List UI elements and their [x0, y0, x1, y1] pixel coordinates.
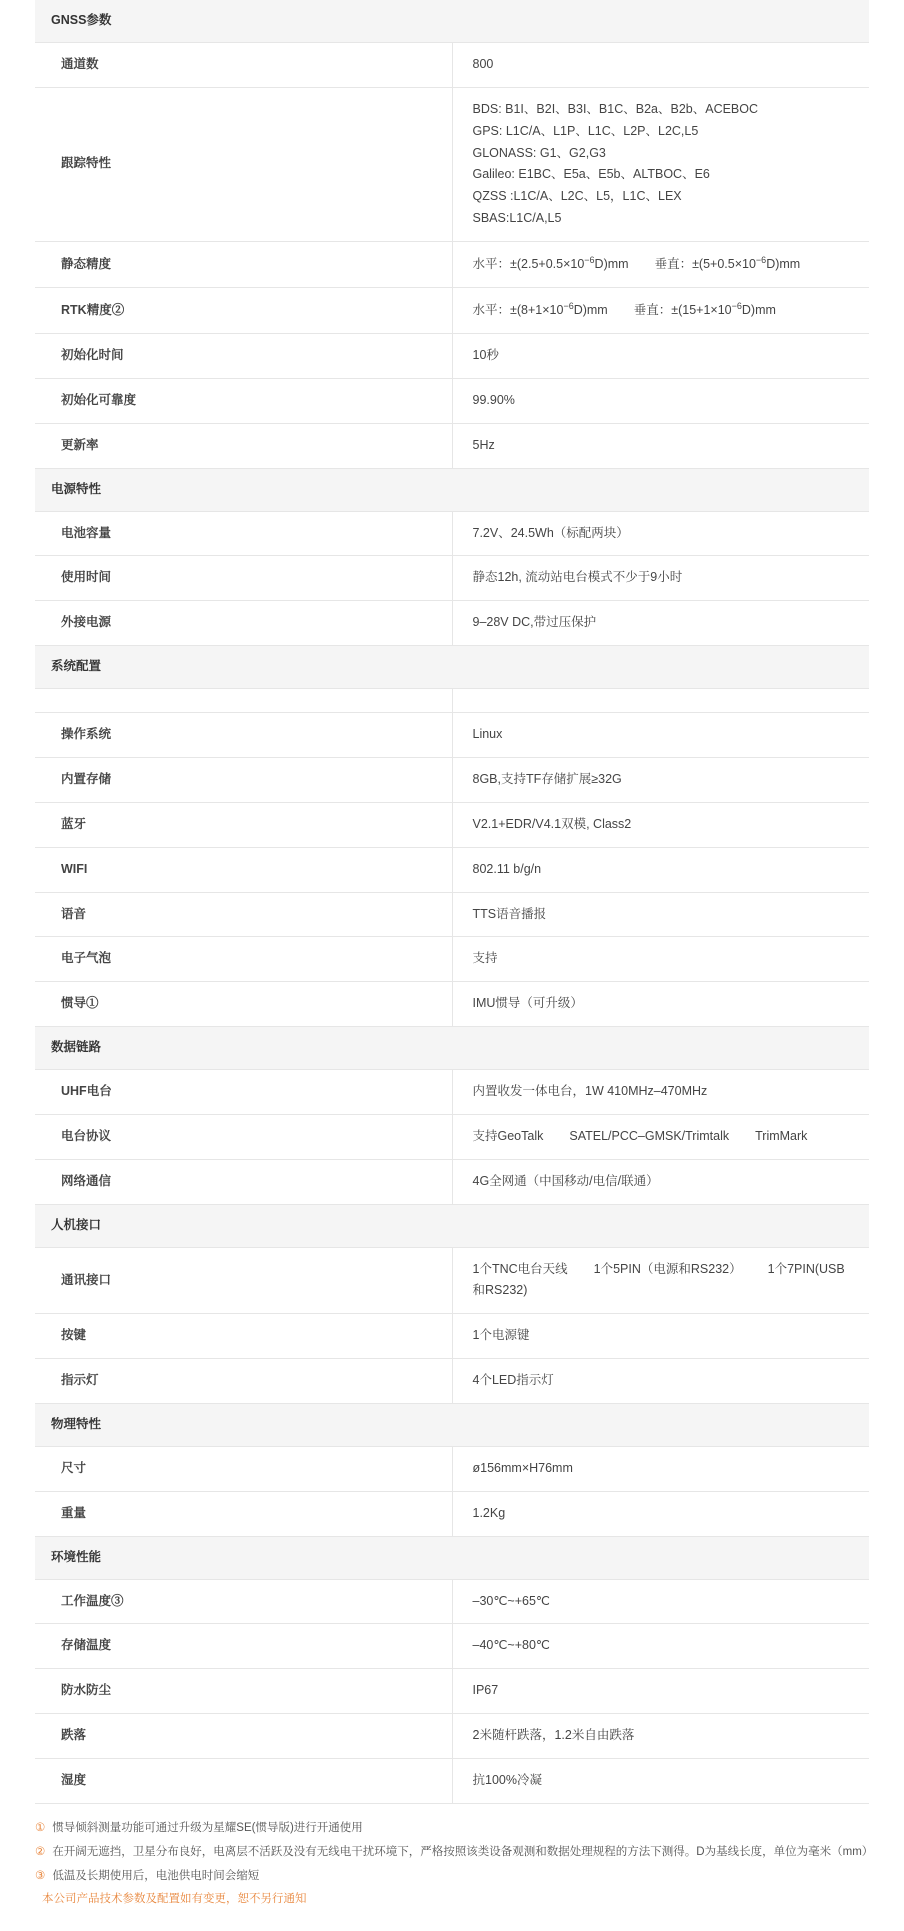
table-row	[35, 847, 869, 892]
table-row	[35, 713, 869, 758]
section-header: 人机接口	[35, 1204, 869, 1247]
spec-value	[452, 1579, 869, 1624]
table-row	[35, 802, 869, 847]
spec-value-line: ø156mm×H76mm	[472, 1460, 573, 1475]
spec-label: 蓝牙	[35, 802, 452, 847]
table-row	[35, 1114, 869, 1159]
footnote	[35, 1818, 869, 1840]
spec-label: 惯导①	[35, 982, 452, 1027]
spec-label: WIFI	[35, 847, 452, 892]
spec-value-line: 802.11 b/g/n	[472, 861, 542, 876]
spec-value-line: Linux	[472, 727, 503, 742]
footnote	[35, 1866, 869, 1888]
table-row	[35, 378, 869, 423]
footnote	[35, 1889, 869, 1911]
table-row	[35, 423, 869, 468]
table-row	[35, 87, 869, 241]
spec-value	[452, 1070, 869, 1115]
spec-value	[452, 1624, 869, 1669]
spec-label: 通讯接口	[35, 1247, 452, 1314]
spec-value-line: 1.2Kg	[472, 1505, 506, 1520]
spec-value-line: 10秒	[472, 348, 499, 363]
spec-value	[452, 1714, 869, 1759]
spec-label: 跟踪特性	[35, 87, 452, 241]
spec-label: 语音	[35, 892, 452, 937]
spec-label: UHF电台	[35, 1070, 452, 1115]
spec-value	[452, 847, 869, 892]
spec-value-line: TTS语音播报	[472, 906, 547, 921]
spec-label: 静态精度	[35, 242, 452, 288]
spec-value-line: –40℃~+80℃	[472, 1638, 550, 1653]
spec-value-line: BDS: B1I、B2I、B3I、B1C、B2a、B2b、ACEBOC	[472, 101, 759, 116]
specification-table	[35, 0, 869, 1804]
table-row	[35, 1669, 869, 1714]
spec-value-line: 5Hz	[472, 437, 495, 452]
spec-value-line: 800	[472, 56, 494, 71]
spec-value-line: 99.90%	[472, 392, 515, 407]
spec-label: 初始化可靠度	[35, 378, 452, 423]
spec-value-line: 4个LED指示灯	[472, 1373, 554, 1388]
spec-value	[452, 378, 869, 423]
spec-value-line: 2米随杆跌落，1.2米自由跌落	[472, 1728, 635, 1743]
spec-value-line: IMU惯导（可升级）	[472, 996, 583, 1011]
spec-value	[452, 892, 869, 937]
table-row	[35, 1491, 869, 1536]
spec-value: 1个TNC电台天线 1个5PIN（电源和RS232） 1个7PIN(USB和RS232)	[452, 1247, 869, 1314]
spec-value-line: 9–28V DC,带过压保护	[472, 615, 597, 630]
spec-value-line: GPS: L1C/A、L1P、L1C、L2P、L2C,L5	[472, 123, 699, 138]
spec-value-line: SBAS:L1C/A,L5	[472, 211, 562, 226]
spec-value	[452, 1314, 869, 1359]
spec-value-line: 静态12h, 流动站电台模式不少于9小时	[472, 570, 683, 585]
table-row	[35, 601, 869, 646]
section-header: 系统配置	[35, 646, 869, 689]
spec-label: 工作温度③	[35, 1579, 452, 1624]
spec-value-line: V2.1+EDR/V4.1双模, Class2	[472, 816, 632, 831]
section-spacer-right	[452, 689, 869, 713]
spec-value: 水平：$\pm(8+1\times 10^{-6}D)mm$ 垂直：$\pm(15+1\times 10^{-6}D)mm$	[452, 288, 869, 334]
footnote-text: 惯导倾斜测量功能可通过升级为星耀SE(惯导版)进行开通使用	[52, 1821, 363, 1834]
spec-value	[452, 334, 869, 379]
spec-value: 水平：$\pm(2.5+0.5\times 10^{-6}D)mm$ 垂直：$\pm(5+0.5\times 10^{-6}D)mm$	[452, 242, 869, 288]
table-row	[35, 1159, 869, 1204]
footnotes-block	[0, 1804, 904, 1931]
spec-value	[452, 757, 869, 802]
table-row	[35, 757, 869, 802]
table-row	[35, 1359, 869, 1404]
spec-label: 重量	[35, 1491, 452, 1536]
table-row	[35, 334, 869, 379]
section-spacer-left	[35, 689, 452, 713]
spec-label: 指示灯	[35, 1359, 452, 1404]
spec-value	[452, 802, 869, 847]
spec-label: 电池容量	[35, 511, 452, 556]
table-row	[35, 1446, 869, 1491]
spec-label: 防水防尘	[35, 1669, 452, 1714]
spec-value	[452, 937, 869, 982]
spec-value-line: 7.2V、24.5Wh（标配两块）	[472, 525, 629, 540]
spec-value	[452, 1669, 869, 1714]
spec-label: 外接电源	[35, 601, 452, 646]
spec-label: 内置存储	[35, 757, 452, 802]
footnote-marker: ②	[35, 1845, 46, 1858]
spec-value-line: 支持	[472, 951, 498, 966]
spec-value-line: 内置收发一体电台，1W 410MHz–470MHz	[472, 1084, 708, 1099]
spec-value-line: 抗100%冷凝	[472, 1773, 542, 1788]
spec-label: 网络通信	[35, 1159, 452, 1204]
spec-label: 电子气泡	[35, 937, 452, 982]
spec-label: 跌落	[35, 1714, 452, 1759]
spec-value: 支持GeoTalk SATEL/PCC–GMSK/Trimtalk TrimMark	[452, 1114, 869, 1159]
spec-value	[452, 1159, 869, 1204]
spec-value-line: 4G全网通（中国移动/电信/联通）	[472, 1173, 659, 1188]
spec-label: 通道数	[35, 42, 452, 87]
spec-value	[452, 982, 869, 1027]
table-row	[35, 1247, 869, 1314]
table-row	[35, 556, 869, 601]
spec-value	[452, 713, 869, 758]
spec-value-line: 8GB,支持TF存储扩展≥32G	[472, 771, 622, 786]
spec-label: 使用时间	[35, 556, 452, 601]
table-row	[35, 42, 869, 87]
spec-label: 按键	[35, 1314, 452, 1359]
table-row	[35, 1624, 869, 1669]
spec-value-line: QZSS :L1C/A、L2C、L5，L1C、LEX	[472, 189, 682, 204]
spec-value-line: GLONASS: G1、G2,G3	[472, 145, 606, 160]
spec-value	[452, 42, 869, 87]
spec-value-line: IP67	[472, 1683, 499, 1698]
spec-label: 更新率	[35, 423, 452, 468]
table-row	[35, 511, 869, 556]
spec-value-line: 1个电源键	[472, 1328, 530, 1343]
spec-value	[452, 601, 869, 646]
spec-value	[452, 1759, 869, 1804]
spec-value	[452, 511, 869, 556]
footnote-text: 低温及长期使用后，电池供电时间会缩短	[52, 1869, 260, 1882]
spec-value-line: Galileo: E1BC、E5a、E5b、ALTBOC、E6	[472, 167, 710, 182]
table-row	[35, 892, 869, 937]
table-row	[35, 1714, 869, 1759]
spec-value	[452, 1359, 869, 1404]
spec-value-line: –30℃~+65℃	[472, 1593, 550, 1608]
table-row	[35, 288, 869, 334]
spec-value	[452, 423, 869, 468]
table-row	[35, 1314, 869, 1359]
section-header: 数据链路	[35, 1027, 869, 1070]
spec-value	[452, 1491, 869, 1536]
spec-label: 存储温度	[35, 1624, 452, 1669]
footnote-text: 本公司产品技术参数及配置如有变更，恕不另行通知	[42, 1893, 307, 1906]
footnote-marker: ①	[35, 1821, 46, 1834]
spec-value	[452, 556, 869, 601]
section-header: GNSS参数	[35, 0, 869, 42]
spec-label: 湿度	[35, 1759, 452, 1804]
table-row	[35, 242, 869, 288]
table-row	[35, 1579, 869, 1624]
spec-label: 尺寸	[35, 1446, 452, 1491]
section-header: 电源特性	[35, 468, 869, 511]
spec-value	[452, 87, 869, 241]
spec-label: 初始化时间	[35, 334, 452, 379]
table-row	[35, 982, 869, 1027]
spec-label: 操作系统	[35, 713, 452, 758]
footnote-marker: ③	[35, 1869, 46, 1882]
spec-label: RTK精度②	[35, 288, 452, 334]
table-row	[35, 1759, 869, 1804]
section-header: 环境性能	[35, 1536, 869, 1579]
spec-value	[452, 1446, 869, 1491]
spec-label: 电台协议	[35, 1114, 452, 1159]
footnote	[35, 1842, 874, 1864]
footnote-text: 在开阔无遮挡，卫星分布良好，电离层不活跃及没有无线电干扰环境下，严格按照该类设备观测和数据处理规程的方法下测得。D为基线长度，单位为毫米（mm）	[52, 1845, 874, 1858]
table-row	[35, 937, 869, 982]
table-row	[35, 1070, 869, 1115]
section-header: 物理特性	[35, 1404, 869, 1447]
